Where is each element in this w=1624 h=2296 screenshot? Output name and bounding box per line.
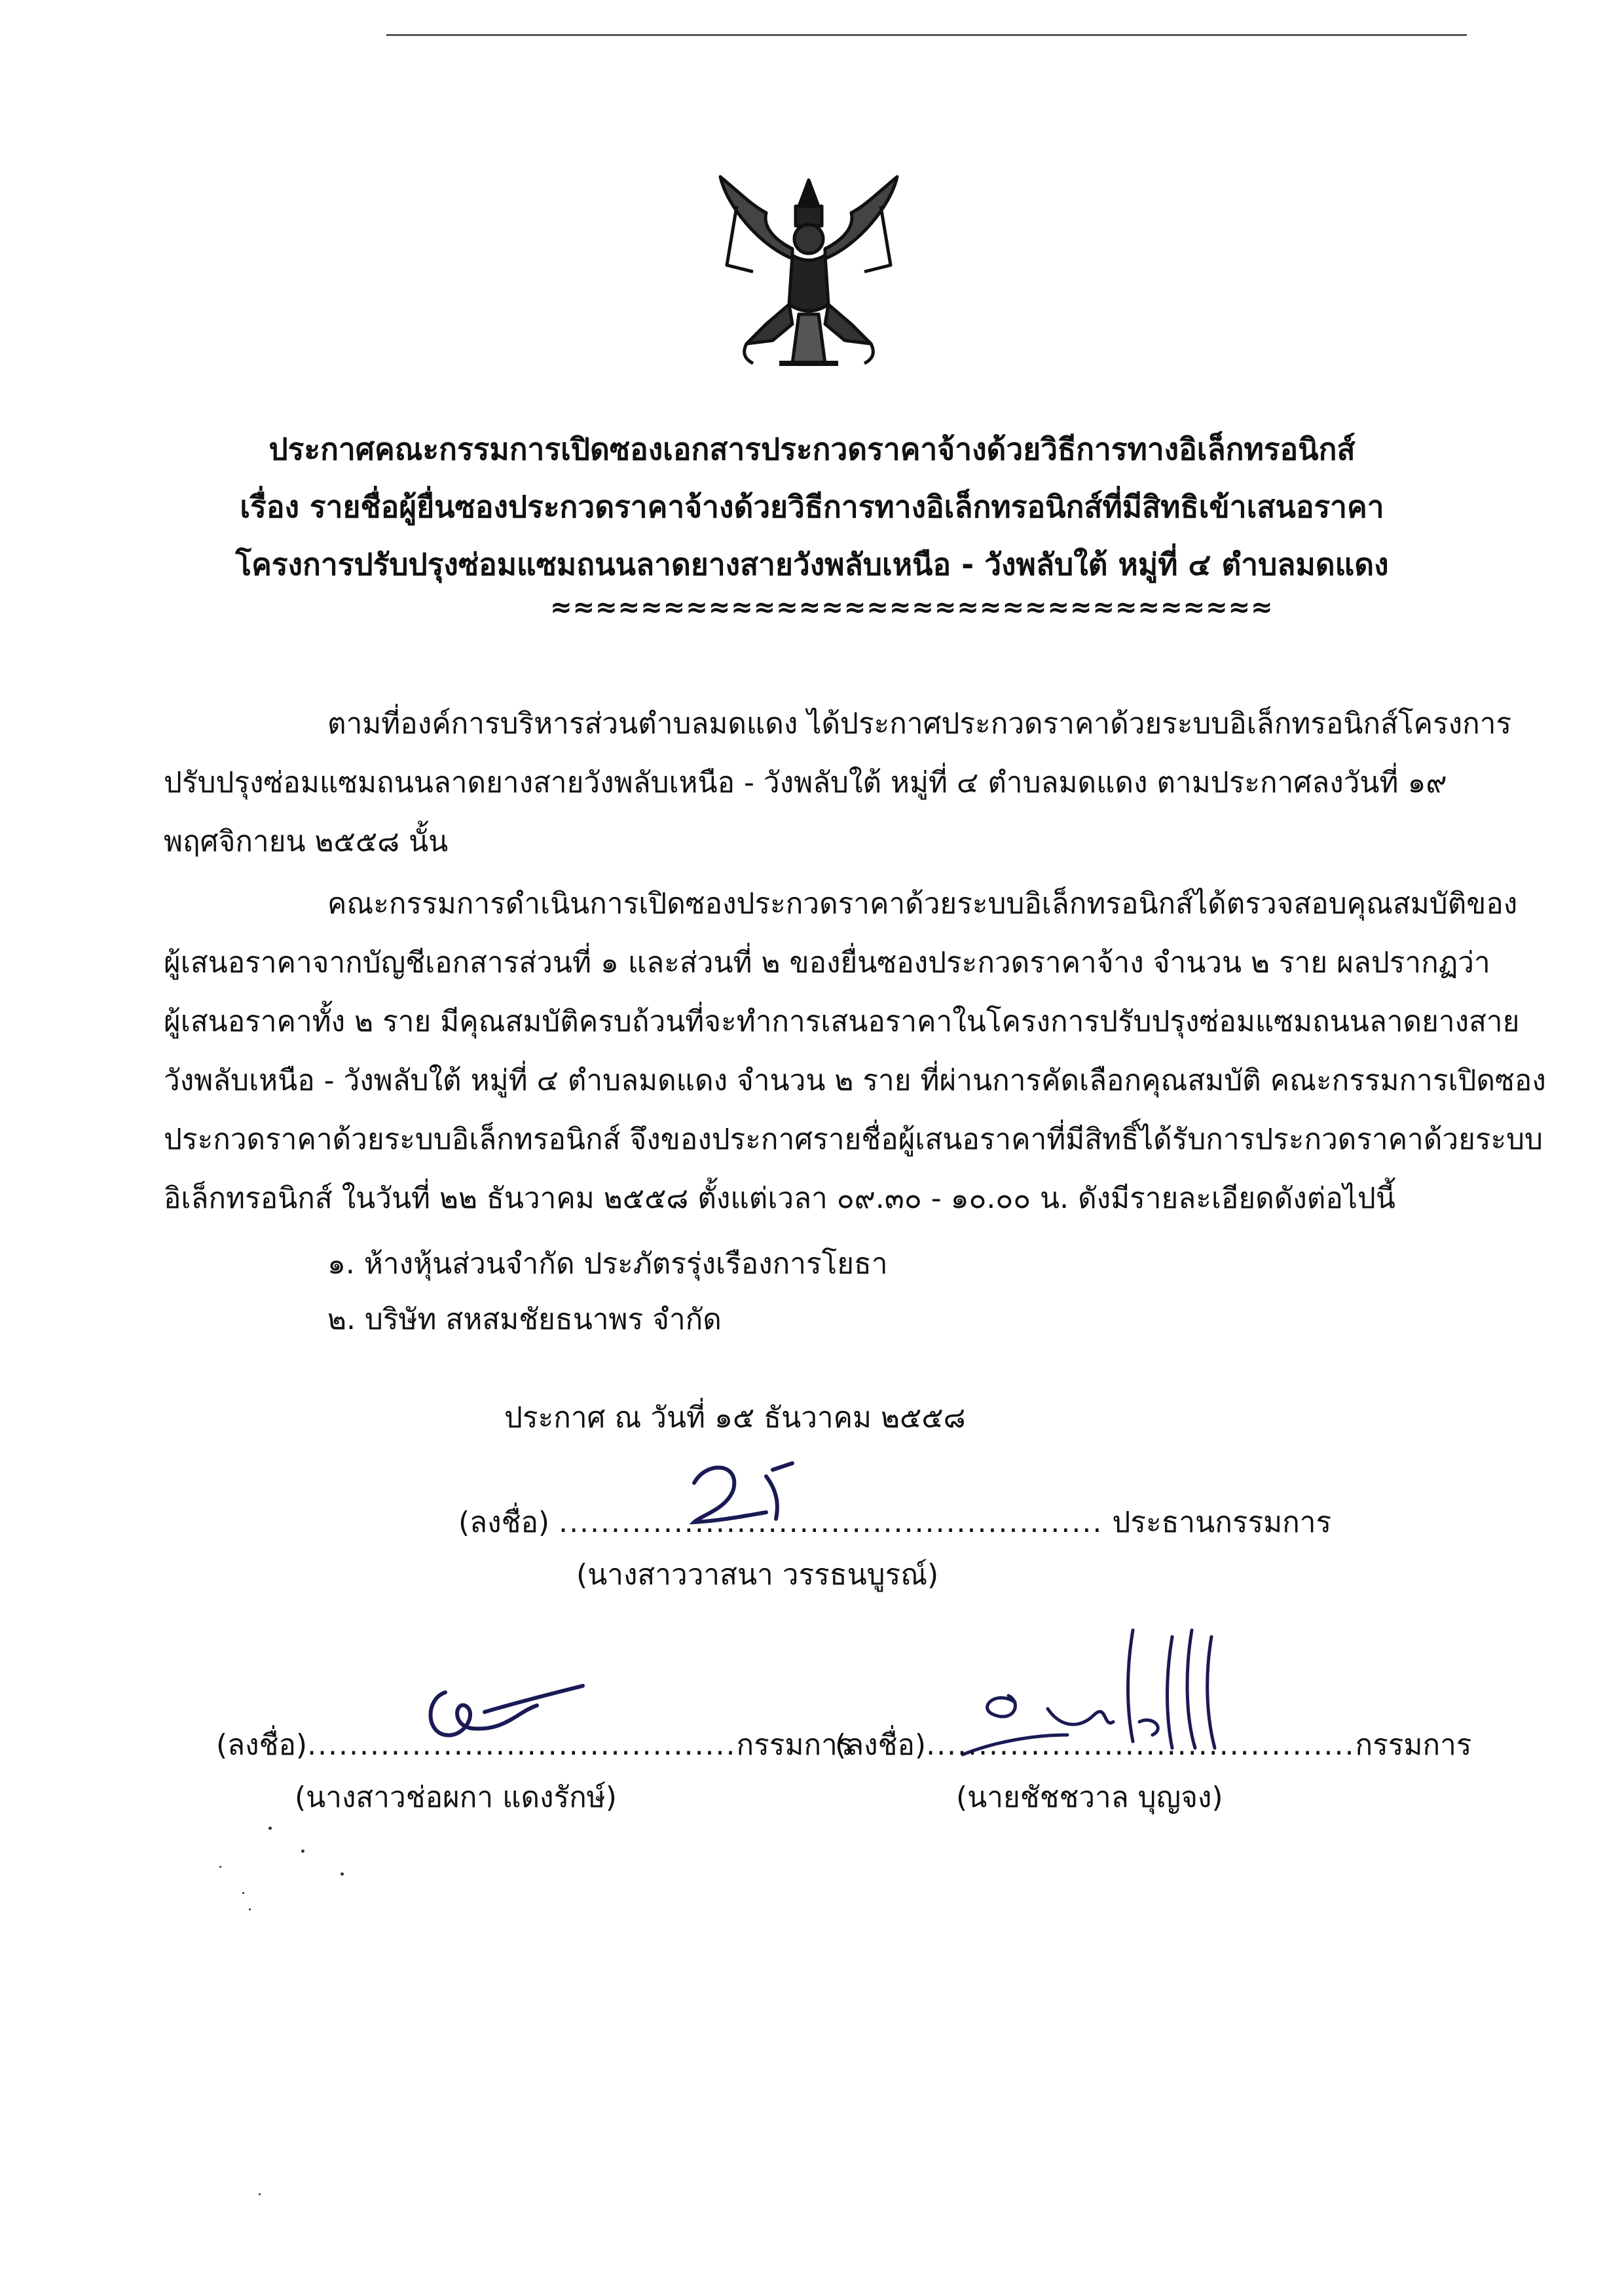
subject-line: เรื่อง รายชื่อผู้ยื่นซองประกวดราคาจ้างด้วยวิธีการทางอิเล็กทรอนิกส์ที่มีสิทธิเข้าเสนอราคา bbox=[240, 489, 1384, 524]
garuda-emblem-icon bbox=[701, 167, 917, 383]
title-separator: ≈≈≈≈≈≈≈≈≈≈≈≈≈≈≈≈≈≈≈≈≈≈≈≈≈≈≈≈≈≈≈≈ bbox=[550, 592, 1274, 623]
list-item: ๑. ห้างหุ้นส่วนจำกัด ประภัตรรุ่งเรืองการโยธา bbox=[327, 1247, 888, 1281]
paragraph2-line2: ผู้เสนอราคาจากบัญชีเอกสารส่วนที่ ๑ และส่วนที่ ๒ ของยื่นซองประกวดราคาจ้าง จำนวน ๒ ราย ผลปรากฏว่า bbox=[164, 946, 1490, 979]
paragraph2-line3: ผู้เสนอราคาทั้ง ๒ ราย มีคุณสมบัติครบถ้วนที่จะทำการเสนอราคาในโครงการปรับปรุงซ่อมแซมถนนลาดยางสาย bbox=[164, 1005, 1520, 1038]
sign-dots: ......................................... bbox=[926, 1728, 1356, 1762]
scan-speck bbox=[259, 2193, 261, 2195]
member2-sign-line bbox=[835, 1722, 1471, 1768]
paragraph2-line4: วังพลับเหนือ - วังพลับใต้ หมู่ที่ ๔ ตำบลมดแดง จำนวน ๒ ราย ที่ผ่านการคัดเลือกคุณสมบัติ คณะกรรมการเปิดซอง bbox=[164, 1064, 1546, 1097]
sign-prefix: (ลงชื่อ) bbox=[216, 1728, 308, 1762]
paragraph1-line1: ตามที่องค์การบริหารส่วนตำบลมดแดง ได้ประกาศประกวดราคาด้วยระบบอิเล็กทรอนิกส์โครงการ bbox=[327, 707, 1512, 740]
scan-speck bbox=[341, 1872, 344, 1876]
chair-name: (นางสาววาสนา วรรธนบูรณ์) bbox=[576, 1558, 939, 1592]
chair-sign-line bbox=[458, 1499, 1331, 1545]
scan-speck bbox=[242, 1892, 244, 1894]
paragraph2-line1: คณะกรรมการดำเนินการเปิดซองประกวดราคาด้วยระบบอิเล็กทรอนิกส์ได้ตรวจสอบคุณสมบัติของ bbox=[327, 887, 1518, 920]
member1-role: กรรมการ bbox=[736, 1728, 853, 1762]
scan-speck bbox=[249, 1908, 251, 1910]
sign-dots: ......................................... bbox=[307, 1728, 737, 1762]
scan-speck bbox=[301, 1850, 304, 1853]
paragraph1-line3: พฤศจิกายน ๒๕๕๘ นั้น bbox=[164, 825, 449, 858]
member1-name: (นางสาวช่อผกา แดงรักษ์) bbox=[295, 1781, 617, 1814]
member1-sign-line bbox=[216, 1722, 853, 1768]
chair-role: ประธานกรรมการ bbox=[1112, 1506, 1332, 1539]
member2-role: กรรมการ bbox=[1355, 1728, 1472, 1762]
paragraph2-line6: อิเล็กทรอนิกส์ ในวันที่ ๒๒ ธันวาคม ๒๕๕๘ ตั้งแต่เวลา ๐๙.๓๐ - ๑๐.๐๐ น. ดังมีรายละเอียดดังต่อไปนี้ bbox=[164, 1182, 1395, 1215]
sign-dots: .................................................... bbox=[559, 1506, 1103, 1539]
paragraph2-line5: ประกวดราคาด้วยระบบอิเล็กทรอนิกส์ จึงของประกาศรายชื่อผู้เสนอราคาที่มีสิทธิ์ได้รับการประกวดราคาด้วยระบบ bbox=[164, 1123, 1543, 1156]
top-rule bbox=[386, 34, 1467, 36]
list-item: ๒. บริษัท สหสมชัยธนาพร จำกัด bbox=[327, 1303, 722, 1336]
announce-date: ประกาศ ณ วันที่ ๑๕ ธันวาคม ๒๕๕๘ bbox=[504, 1401, 966, 1434]
scan-speck bbox=[268, 1827, 272, 1830]
sign-prefix: (ลงชื่อ) bbox=[458, 1506, 550, 1539]
member2-name: (นายชัชชวาล บุญจง) bbox=[956, 1781, 1223, 1814]
announcement-title: ประกาศคณะกรรมการเปิดซองเอกสารประกวดราคาจ้างด้วยวิธีการทางอิเล็กทรอนิกส์ bbox=[268, 431, 1356, 467]
sign-prefix: (ลงชื่อ) bbox=[835, 1728, 927, 1762]
project-line: โครงการปรับปรุงซ่อมแซมถนนลาดยางสายวังพลับเหนือ - วังพลับใต้ หมู่ที่ ๔ ตำบลมดแดง bbox=[235, 547, 1389, 582]
paragraph1-line2: ปรับปรุงซ่อมแซมถนนลาดยางสายวังพลับเหนือ - วังพลับใต้ หมู่ที่ ๔ ตำบลมดแดง ตามประกาศลงวันที่ ๑๙ bbox=[164, 766, 1447, 799]
scan-speck bbox=[219, 1866, 221, 1868]
